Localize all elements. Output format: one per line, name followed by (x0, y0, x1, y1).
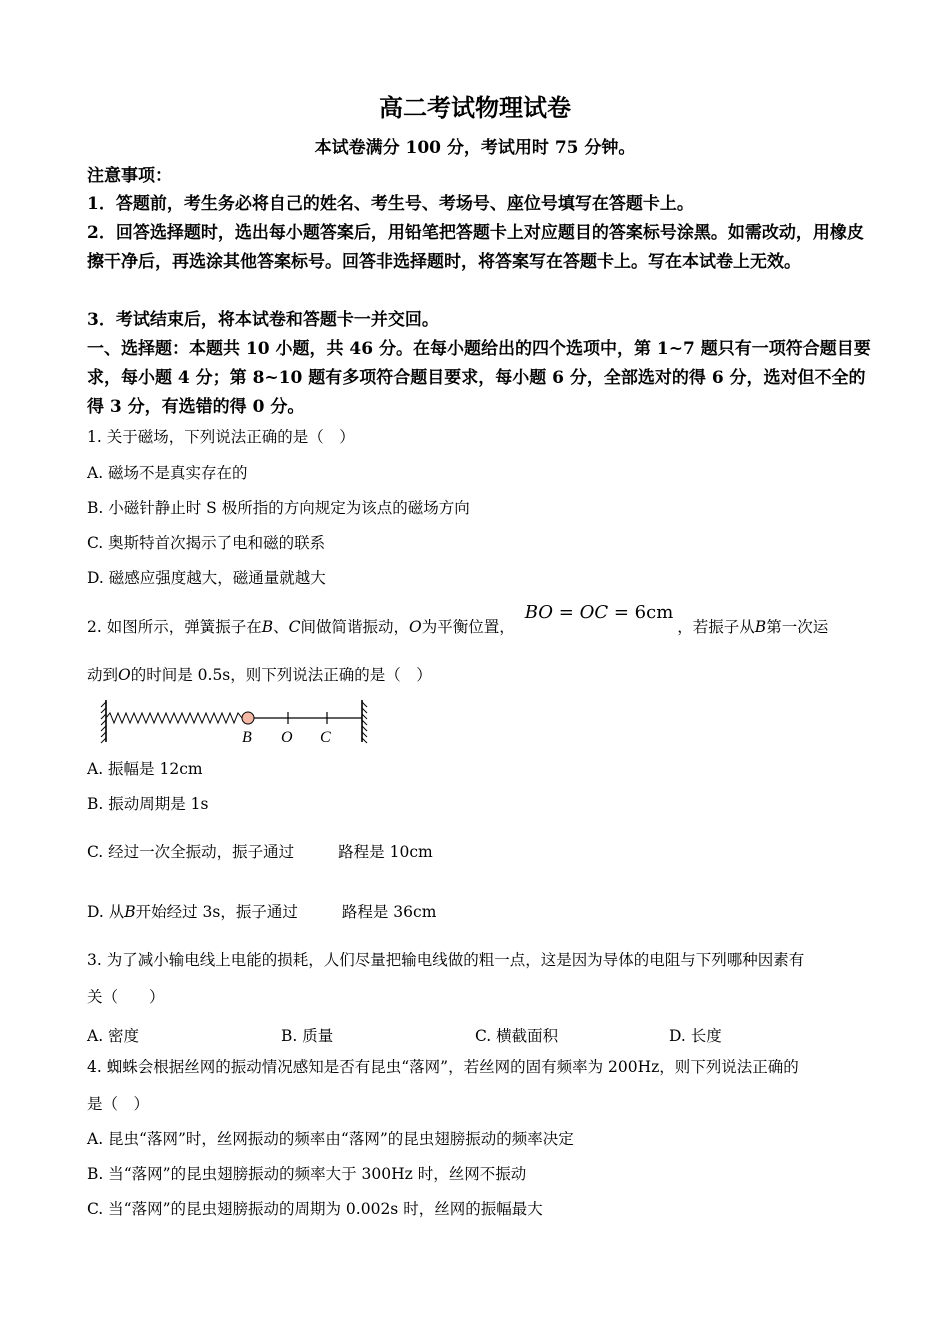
question-3-options (87, 1024, 872, 1046)
question-4-option-b: B. 当“落网”的昆虫翅膀振动的频率大于 300Hz 时，丝网不振动 (87, 1165, 527, 1183)
figure-label-c: C (320, 729, 331, 746)
notice-item-3: 3．考试结束后，将本试卷和答题卡一并交回。 (87, 310, 439, 330)
question-2-stem-line-1: 2. 如图所示，弹簧振子在B、C间做简谐振动，O为平衡位置，BO = OC = 6cm，若振子从B第一次运 (87, 602, 829, 636)
oscillator-ball (242, 712, 254, 724)
question-4-stem-line-2: 是（ ） (87, 1095, 150, 1113)
figure-label-b: B (242, 729, 252, 746)
question-2-option-d: D. 从B开始经过 3s，振子通过 路程是 36cm (87, 903, 437, 921)
notice-item-2: 2．回答选择题时，选出每小题答案后，用铅笔把答题卡上对应题目的答案标号涂黑。如需改动，用橡皮擦干净后，再选涂其他答案标号。回答非选择题时，将答案写在答题卡上。写在本试卷上无效。 (87, 223, 864, 272)
formula-bo-oc: BO = OC = 6cm (524, 602, 674, 623)
spring-oscillator-figure (96, 696, 376, 748)
question-1-option-b: B. 小磁针静止时 S 极所指的方向规定为该点的磁场方向 (87, 499, 470, 517)
question-2-option-c: C. 经过一次全振动，振子通过 路程是 10cm (87, 843, 433, 861)
question-3-option-c: C. 横截面积 (475, 1027, 559, 1045)
question-1-option-c: C. 奥斯特首次揭示了电和磁的联系 (87, 534, 326, 552)
exam-subtitle: 本试卷满分 100 分，考试用时 75 分钟。 (314, 138, 636, 158)
notice-item-1: 1．答题前，考生务必将自己的姓名、考生号、考场号、座位号填写在答题卡上。 (87, 194, 694, 214)
question-3-option-b: B. 质量 (281, 1027, 334, 1045)
question-4-stem-line-1: 4. 蜘蛛会根据丝网的振动情况感知是否有昆虫“落网”，若丝网的固有频率为 200Hz，则下列说法正确的 (87, 1058, 799, 1076)
spring (106, 713, 242, 723)
question-1-option-a: A. 磁场不是真实存在的 (87, 464, 248, 482)
question-2-option-a: A. 振幅是 12cm (87, 760, 203, 778)
question-3-stem-line-1: 3. 为了减小输电线上电能的损耗，人们尽量把输电线做的粗一点，这是因为导体的电阻与下列哪种因素有 (87, 951, 805, 969)
question-1-stem: 1. 关于磁场，下列说法正确的是（ ） (87, 428, 355, 446)
figure-label-o: O (281, 729, 293, 746)
question-2-stem-line-2: 动到O的时间是 0.5s，则下列说法正确的是（ ） (87, 666, 432, 684)
question-3-option-a: A. 密度 (87, 1027, 140, 1045)
question-4-option-a: A. 昆虫“落网”时，丝网振动的频率由“落网”的昆虫翅膀振动的频率决定 (87, 1130, 574, 1148)
question-4-option-c: C. 当“落网”的昆虫翅膀振动的周期为 0.002s 时，丝网的振幅最大 (87, 1200, 543, 1218)
notice-heading: 注意事项： (87, 166, 172, 186)
question-3-option-d: D. 长度 (669, 1027, 722, 1045)
page-title: 高二考试物理试卷 (379, 93, 571, 122)
question-3-stem-line-2: 关（ ） (87, 988, 165, 1006)
question-1-option-d: D. 磁感应强度越大，磁通量就越大 (87, 569, 326, 587)
section-1-instructions: 一、选择题：本题共 10 小题，共 46 分。在每小题给出的四个选项中，第 1~7 题只有一项符合题目要求，每小题 4 分；第 8~10 题有多项符合题目要求，每小题 6 分，全部选对的得 6 分，选对但不全的得 3 分，有选错的得 0 分。 (87, 339, 871, 417)
question-2-option-b: B. 振动周期是 1s (87, 795, 209, 813)
